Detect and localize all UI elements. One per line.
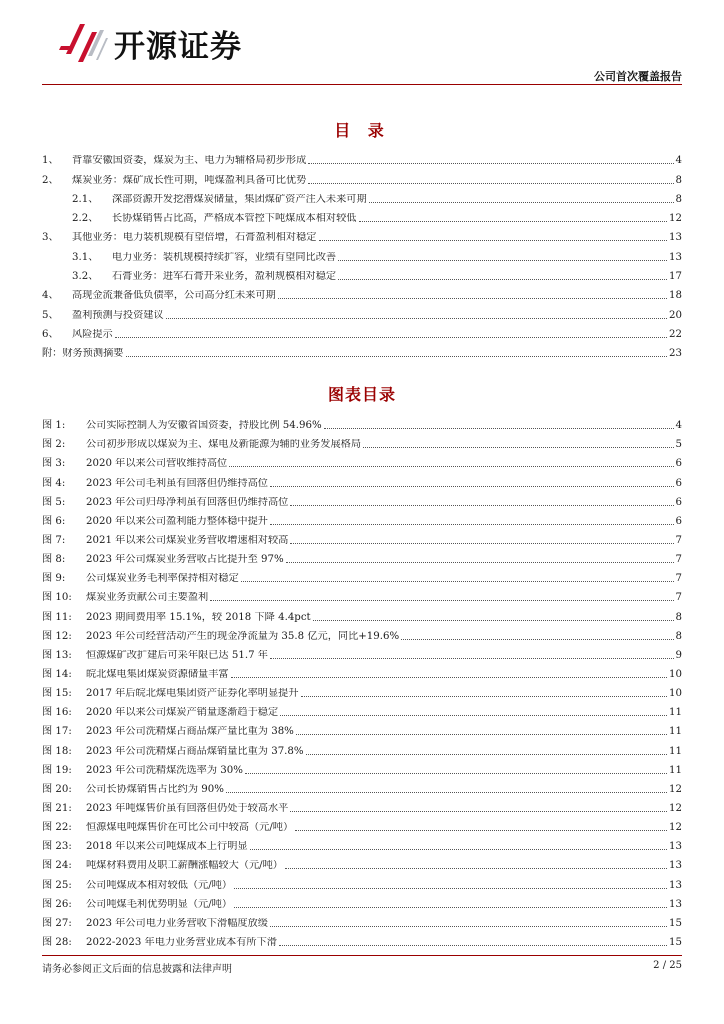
figure-entry-title: 2020 年以来公司营收维持高位 bbox=[86, 458, 228, 470]
figure-entry-number: 图 2: bbox=[42, 439, 66, 451]
figure-entry-number: 图 23: bbox=[42, 841, 72, 853]
figure-entry-page: 12 bbox=[669, 802, 682, 814]
figure-entry-number: 图 10: bbox=[42, 592, 72, 604]
toc-entry-leader bbox=[369, 202, 674, 203]
figure-entry-number: 图 12: bbox=[42, 630, 72, 642]
figure-entry-title: 恒源煤矿改扩建后可采年限已达 51.7 年 bbox=[86, 649, 268, 661]
toc-entry[interactable] bbox=[42, 225, 682, 244]
figure-entry-leader bbox=[306, 754, 667, 755]
figure-entry[interactable] bbox=[42, 490, 682, 509]
figure-entry[interactable] bbox=[42, 432, 682, 451]
figure-entry[interactable] bbox=[42, 566, 682, 585]
toc-entry-title: 煤炭业务：煤矿成长性可期，吨煤盈利具备可比优势 bbox=[72, 174, 307, 186]
figure-entry-page: 13 bbox=[669, 898, 682, 910]
toc-entry-title: 其他业务：电力装机规模有望倍增，石膏盈利相对稳定 bbox=[72, 232, 317, 244]
figure-entry-leader bbox=[290, 543, 673, 544]
figure-entry-leader bbox=[270, 658, 674, 659]
figure-entry[interactable] bbox=[42, 815, 682, 834]
figure-entry-title: 2023 年吨煤售价虽有回落但仍处于较高水平 bbox=[86, 802, 289, 814]
figure-entry-page: 8 bbox=[675, 611, 682, 623]
figure-entry-page: 11 bbox=[669, 764, 682, 776]
toc-entry-page: 8 bbox=[675, 174, 682, 186]
figure-entry-leader bbox=[296, 734, 667, 735]
figure-entry-number: 图 7: bbox=[42, 534, 66, 546]
toc-entry-number: 3.2、 bbox=[72, 271, 99, 283]
figure-entry-leader bbox=[286, 562, 674, 563]
figure-entry-number: 图 5: bbox=[42, 496, 66, 508]
figure-entry-title: 2023 年公司洗精煤占商品煤产量比重为 38% bbox=[86, 726, 294, 738]
figure-entry-page: 13 bbox=[669, 860, 682, 872]
figure-entry-title: 公司吨煤毛利优势明显（元/吨） bbox=[86, 898, 233, 910]
figure-entry-number: 图 24: bbox=[42, 860, 72, 872]
figure-entry-title: 2023 年公司洗精煤洗选率为 30% bbox=[86, 764, 243, 776]
figure-entry-leader bbox=[231, 677, 667, 678]
figure-entry-leader bbox=[290, 505, 673, 506]
figure-entry[interactable] bbox=[42, 911, 682, 930]
figure-entry-number: 图 22: bbox=[42, 822, 72, 834]
figure-entry[interactable] bbox=[42, 834, 682, 853]
figure-entry-leader bbox=[313, 620, 674, 621]
figure-entry-page: 6 bbox=[675, 496, 682, 508]
footer-divider bbox=[42, 955, 682, 956]
figure-index-list bbox=[42, 413, 682, 949]
figure-entry-number: 图 11: bbox=[42, 611, 72, 623]
toc-entry-page: 18 bbox=[669, 290, 682, 302]
figure-entry[interactable] bbox=[42, 470, 682, 489]
figure-entry-number: 图 17: bbox=[42, 726, 72, 738]
toc-entry-title: 长协煤销售占比高，严格成本管控下吨煤成本相对较低 bbox=[112, 213, 357, 225]
toc-entry-title: 盈利预测与投资建议 bbox=[72, 309, 164, 321]
toc-entry-page: 13 bbox=[669, 251, 682, 263]
figure-entry[interactable] bbox=[42, 892, 682, 911]
figure-entry-page: 6 bbox=[675, 515, 682, 527]
figure-entry-leader bbox=[270, 486, 674, 487]
figure-entry[interactable] bbox=[42, 796, 682, 815]
figure-entry[interactable] bbox=[42, 777, 682, 796]
figure-entry-title: 公司吨煤成本相对较低（元/吨） bbox=[86, 879, 233, 891]
figure-entry-number: 图 13: bbox=[42, 649, 72, 661]
footer-disclaimer: 请务必参阅正文后面的信息披露和法律声明 bbox=[42, 964, 232, 975]
figure-entry-page: 10 bbox=[669, 668, 682, 680]
figure-index-title: 图表目录 bbox=[327, 385, 396, 404]
figure-entry-page: 5 bbox=[675, 439, 682, 451]
toc-entry-title: 电力业务：装机规模持续扩容，业绩有望同比改善 bbox=[112, 251, 337, 263]
figure-entry-leader bbox=[295, 830, 667, 831]
figure-entry-title: 公司初步形成以煤炭为主、煤电及新能源为辅的业务发展格局 bbox=[86, 439, 362, 451]
toc-entry[interactable] bbox=[42, 322, 682, 341]
figure-entry-leader bbox=[270, 926, 667, 927]
toc-entry[interactable] bbox=[42, 167, 682, 186]
toc-entry-leader bbox=[308, 163, 673, 164]
figure-entry[interactable] bbox=[42, 758, 682, 777]
figure-entry-leader bbox=[290, 811, 667, 812]
figure-entry[interactable] bbox=[42, 509, 682, 528]
figure-entry-page: 13 bbox=[669, 841, 682, 853]
figure-entry-page: 11 bbox=[669, 726, 682, 738]
figure-entry-page: 7 bbox=[675, 554, 682, 566]
page-indicator: 2 / 25 bbox=[653, 960, 682, 971]
figure-entry-title: 2023 年公司经营活动产生的现金净流量为 35.8 亿元，同比+19.6% bbox=[86, 630, 400, 642]
figure-entry-page: 7 bbox=[675, 534, 682, 546]
figure-entry-title: 2020 年以来公司煤炭产销量逐渐趋于稳定 bbox=[86, 707, 279, 719]
figure-entry-page: 15 bbox=[669, 917, 682, 929]
figure-entry[interactable] bbox=[42, 681, 682, 700]
toc-entry-leader bbox=[319, 240, 668, 241]
toc-entry-leader bbox=[166, 318, 667, 319]
toc-entry-title: 高现金流兼备低负债率，公司高分红未来可期 bbox=[72, 290, 276, 302]
figure-entry[interactable] bbox=[42, 604, 682, 623]
figure-entry-page: 6 bbox=[675, 477, 682, 489]
figure-entry-page: 4 bbox=[675, 420, 682, 432]
figure-entry[interactable] bbox=[42, 662, 682, 681]
figure-entry-number: 图 19: bbox=[42, 764, 72, 776]
brand-name: 开源证券 bbox=[114, 28, 242, 65]
figure-entry-leader bbox=[324, 428, 674, 429]
toc-entry-page: 20 bbox=[669, 309, 682, 321]
figure-entry-leader bbox=[363, 447, 673, 448]
figure-entry-leader bbox=[250, 849, 667, 850]
figure-entry-number: 图 18: bbox=[42, 745, 72, 757]
toc-entry-page: 4 bbox=[675, 155, 682, 167]
toc-entry-title: 背靠安徽国资委，煤炭为主、电力为辅格局初步形成 bbox=[72, 155, 307, 167]
figure-entry-number: 图 15: bbox=[42, 688, 72, 700]
figure-entry-title: 2023 年公司毛利虽有回落但仍维持高位 bbox=[86, 477, 268, 489]
figure-entry-page: 8 bbox=[675, 630, 682, 642]
toc-entry-page: 17 bbox=[669, 271, 682, 283]
figure-entry-title: 2023 年公司洗精煤占商品煤销量比重为 37.8% bbox=[86, 745, 304, 757]
toc-entry[interactable] bbox=[42, 302, 682, 321]
toc-entry-number: 3、 bbox=[42, 232, 59, 244]
figure-entry-title: 2023 年公司电力业务营收下滑幅度放缓 bbox=[86, 917, 268, 929]
toc-entry[interactable] bbox=[42, 244, 682, 263]
figure-entry-title: 2023 年公司煤炭业务营收占比提升至 97% bbox=[86, 554, 284, 566]
figure-entry-title: 2021 年以来公司煤炭业务营收增速相对较高 bbox=[86, 534, 289, 546]
report-type-label: 公司首次覆盖报告 bbox=[594, 70, 682, 83]
figure-entry-title: 2022-2023 年电力业务营业成本有所下滑 bbox=[86, 936, 277, 948]
figure-entry-number: 图 6: bbox=[42, 515, 66, 527]
figure-entry-title: 2017 年后皖北煤电集团资产证券化率明显提升 bbox=[86, 688, 299, 700]
figure-entry-title: 2023 期间费用率 15.1%，较 2018 下降 4.4pct bbox=[86, 611, 311, 623]
toc-entry-number: 附： bbox=[42, 348, 63, 360]
toc-entry-leader bbox=[115, 337, 667, 338]
figure-entry-number: 图 14: bbox=[42, 668, 72, 680]
figure-entry-page: 6 bbox=[675, 458, 682, 470]
figure-entry[interactable] bbox=[42, 451, 682, 470]
figure-entry-title: 吨煤材料费用及职工薪酬涨幅较大（元/吨） bbox=[86, 860, 283, 872]
figure-entry[interactable] bbox=[42, 624, 682, 643]
figure-entry-title: 2018 年以来公司吨煤成本上行明显 bbox=[86, 841, 248, 853]
kaiyuan-logo-icon bbox=[58, 22, 108, 64]
toc-entry-title: 深部资源开发挖潜煤炭储量，集团煤矿资产注入未来可期 bbox=[112, 193, 367, 205]
figure-entry-leader bbox=[270, 524, 674, 525]
figure-entry-title: 煤炭业务贡献公司主要盈利 bbox=[86, 592, 209, 604]
figure-entry-leader bbox=[234, 907, 667, 908]
toc-entry[interactable] bbox=[42, 264, 682, 283]
figure-entry-page: 12 bbox=[669, 783, 682, 795]
figure-entry-page: 7 bbox=[675, 573, 682, 585]
toc-entry-number: 5、 bbox=[42, 309, 59, 321]
figure-entry[interactable] bbox=[42, 700, 682, 719]
toc-entry-title: 财务预测摘要 bbox=[62, 348, 124, 360]
toc-entry-leader bbox=[338, 260, 667, 261]
figure-entry-number: 图 3: bbox=[42, 458, 66, 470]
figure-entry[interactable] bbox=[42, 719, 682, 738]
figure-entry-leader bbox=[285, 868, 667, 869]
figure-entry-page: 10 bbox=[669, 688, 682, 700]
figure-entry-page: 11 bbox=[669, 745, 682, 757]
figure-entry-title: 恒源煤电吨煤售价在可比公司中较高（元/吨） bbox=[86, 822, 294, 834]
figure-entry[interactable] bbox=[42, 585, 682, 604]
figure-entry-leader bbox=[241, 581, 674, 582]
toc-entry-number: 2、 bbox=[42, 174, 59, 186]
toc-entry-number: 3.1、 bbox=[72, 251, 99, 263]
figure-entry-title: 公司实际控制人为安徽省国资委，持股比例 54.96% bbox=[86, 420, 322, 432]
figure-entry-title: 皖北煤电集团煤炭资源储量丰富 bbox=[86, 668, 229, 680]
figure-entry-number: 图 9: bbox=[42, 573, 66, 585]
toc-entry-number: 2.2、 bbox=[72, 213, 99, 225]
figure-entry-number: 图 16: bbox=[42, 707, 72, 719]
figure-entry-number: 图 4: bbox=[42, 477, 66, 489]
figure-entry[interactable] bbox=[42, 738, 682, 757]
figure-entry-page: 7 bbox=[675, 592, 682, 604]
figure-entry-page: 11 bbox=[669, 707, 682, 719]
figure-entry-number: 图 26: bbox=[42, 898, 72, 910]
figure-entry[interactable] bbox=[42, 872, 682, 891]
toc-entry-page: 13 bbox=[669, 232, 682, 244]
toc-entry[interactable] bbox=[42, 187, 682, 206]
figure-entry-leader bbox=[280, 715, 667, 716]
figure-entry-number: 图 21: bbox=[42, 802, 72, 814]
toc-entry-leader bbox=[359, 221, 668, 222]
page-header bbox=[0, 0, 724, 86]
figure-entry-leader bbox=[210, 600, 673, 601]
toc-entry-title: 石膏业务：进军石膏开采业务，盈利规模相对稳定 bbox=[112, 271, 337, 283]
toc-title: 目 录 bbox=[334, 121, 390, 140]
figure-entry-leader bbox=[401, 639, 673, 640]
figure-entry-leader bbox=[234, 888, 667, 889]
toc-entry-leader bbox=[338, 279, 667, 280]
toc-entry-leader bbox=[126, 356, 668, 357]
figure-entry[interactable] bbox=[42, 413, 682, 432]
figure-entry-title: 公司长协煤销售占比约为 90% bbox=[86, 783, 224, 795]
toc-entry[interactable] bbox=[42, 206, 682, 225]
figure-entry-page: 13 bbox=[669, 879, 682, 891]
figure-entry-leader bbox=[301, 696, 667, 697]
figure-entry-number: 图 20: bbox=[42, 783, 72, 795]
toc-entry-page: 8 bbox=[675, 193, 682, 205]
toc-entry-leader bbox=[308, 183, 673, 184]
figure-entry-page: 15 bbox=[669, 936, 682, 948]
figure-entry-number: 图 25: bbox=[42, 879, 72, 891]
toc-entry-leader bbox=[278, 298, 667, 299]
figure-entry[interactable] bbox=[42, 547, 682, 566]
toc-entry-page: 23 bbox=[669, 348, 682, 360]
toc-entry[interactable] bbox=[42, 341, 682, 360]
toc-list bbox=[42, 148, 682, 360]
figure-entry-number: 图 8: bbox=[42, 554, 66, 566]
figure-entry-page: 9 bbox=[675, 649, 682, 661]
figure-entry-leader bbox=[229, 466, 673, 467]
figure-entry[interactable] bbox=[42, 528, 682, 547]
figure-entry[interactable] bbox=[42, 930, 682, 949]
figure-entry-number: 图 1: bbox=[42, 420, 66, 432]
toc-entry-number: 1、 bbox=[42, 155, 59, 167]
toc-entry-number: 6、 bbox=[42, 328, 59, 340]
figure-entry-page: 12 bbox=[669, 822, 682, 834]
toc-entry-number: 4、 bbox=[42, 290, 59, 302]
figure-entry-title: 2023 年公司归母净利虽有回落但仍维持高位 bbox=[86, 496, 289, 508]
brand-logo bbox=[58, 22, 242, 64]
toc-entry-page: 12 bbox=[669, 213, 682, 225]
figure-entry[interactable] bbox=[42, 643, 682, 662]
figure-entry-leader bbox=[279, 945, 667, 946]
figure-entry-leader bbox=[245, 773, 667, 774]
toc-entry-page: 22 bbox=[669, 328, 682, 340]
figure-entry-number: 图 27: bbox=[42, 917, 72, 929]
figure-entry[interactable] bbox=[42, 853, 682, 872]
toc-entry[interactable] bbox=[42, 148, 682, 167]
toc-entry[interactable] bbox=[42, 283, 682, 302]
figure-entry-leader bbox=[226, 792, 667, 793]
figure-entry-title: 公司煤炭业务毛利率保持相对稳定 bbox=[86, 573, 239, 585]
toc-entry-title: 风险提示 bbox=[72, 328, 113, 340]
figure-entry-number: 图 28: bbox=[42, 936, 72, 948]
figure-entry-title: 2020 年以来公司盈利能力整体稳中提升 bbox=[86, 515, 268, 527]
header-divider bbox=[42, 84, 682, 85]
toc-entry-number: 2.1、 bbox=[72, 193, 99, 205]
